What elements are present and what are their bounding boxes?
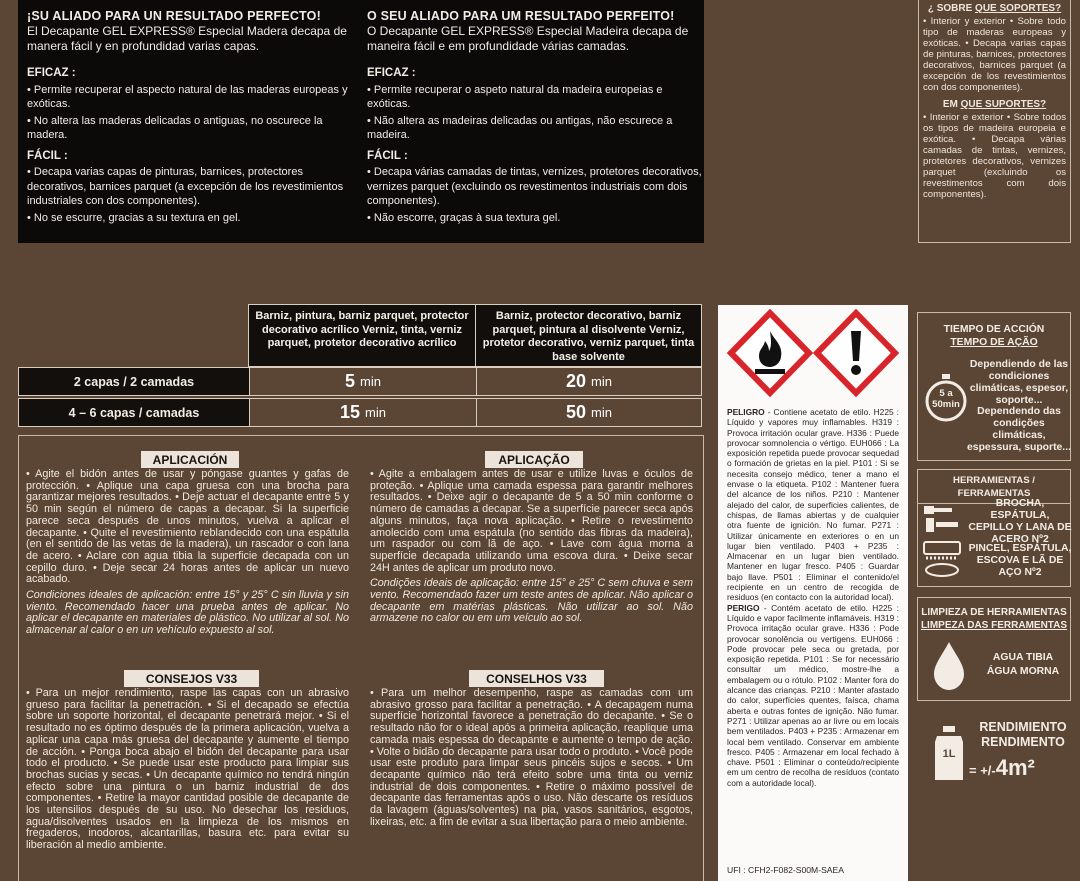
clean-title-es: LIMPIEZA DE HERRAMIENTAS (921, 607, 1067, 618)
time-value: 20 min (476, 368, 701, 395)
hazard-panel (718, 305, 908, 881)
time-value: 15 min (249, 399, 476, 426)
time-of-action-box (917, 312, 1071, 461)
time-title-pt: TEMPO DE AÇÃO (950, 337, 1038, 348)
aplicacion-title-pt: APLICAÇÃO (485, 451, 583, 468)
consejos-text-pt: • Para um melhor desempenho, raspe as camadas com um abrasivo grosso para facilitar a penetração. • A decapagem numa superfície horizontal favorece a penetração do decapante. • Se o resultado não for o ideal após a primeira aplicação, reaplique uma camada mais espessa do decapante e aumente o tempo de ação. • Volte o bidão do decapante para usar todo o produto. • Você pode usar este produto para limpar seus pincéis sujos e secos. • Um decapante químico não terá efeito sobre uma tinta ou verniz industrial de dois componentes. • Retire o máximo possível de decapante das ferramentas após o uso. Não descarte os resíduos da lavagem (águas/solventes) na pia, vasos sanitários, esgotos, lixeiras, etc. a fim de evitar a sua libertação para o meio ambiente. (370, 687, 693, 828)
lead-pt: O Decapante GEL EXPRESS® Especial Madeira decapa de maneira fácil e em profundidade várias camadas. (367, 24, 689, 53)
time-text-es: Dependiendo de las condiciones climáticas, espesor, soporte... (969, 359, 1069, 406)
intro-pt (367, 8, 705, 225)
tools-box (917, 469, 1071, 587)
eficaz-2-pt: • Não altera as madeiras delicadas ou antigas, não escurece a madeira. (367, 114, 673, 141)
aplicacion-text-pt: • Agite a embalagem antes de usar e utilize luvas e óculos de proteção. • Aplique uma camada espessa para garantir melhores resultados. • Deixe agir o decapante de 5 a 50 min conforme o número de camadas a decapar. Se a superfície parecer seca após alguns minutos, faça nova aplicação. • Retire o revestimento amolecido com uma espátula (no sentido das fibras da madeira), um raspador ou com lã de aço. • Lave com água morna a superfície decapada utilizando uma escova dura. • Deixe secar 24H antes de aplicar um produto novo. (370, 468, 693, 574)
flammable-icon (731, 313, 809, 393)
water-drop-icon (930, 640, 968, 692)
time-text-pt: Dependendo das condições climáticas, espessura, suporte... (967, 406, 1071, 453)
aplicacion-conditions-pt: Condições ideais de aplicação: entre 15° e 25° C sem chuva e sem vento. Recomendado fazer um teste antes de aplicar. Não aplicar o decapante em matérias plásticas. Não utilizar ao sol. Não armazene no calor ou em um veículo ao sol. (370, 577, 693, 625)
instructions-box (18, 435, 704, 881)
yield-box (917, 710, 1071, 805)
facil-1-es: • Decapa varias capas de pinturas, barnices, protectores decorativos, barnices parquet (a excepción de los revestimientos industriales con dos componentes). (27, 166, 344, 207)
consejos-title-pt: CONSELHOS V33 (469, 670, 604, 687)
supports-title-es: ¿ SOBRE QUE SOPORTES? (927, 3, 1062, 14)
aplicacion-pt (370, 469, 693, 625)
table-header-col2: Barniz, protector decorativo, barniz parquet, pintura al disolvente Verniz, protetor decorativo, verniz parquet, tinta base solvente (475, 304, 702, 367)
cleaning-box (917, 597, 1071, 701)
time-title-es: TIEMPO DE ACCIÓN (943, 324, 1045, 335)
aplicacion-conditions-es: Condiciones ideales de aplicación: entre 15° y 25° C sin lluvia y sin viento. Recomendado hacer una prueba antes de aplicar. No aplicar el decapante en materiales de plástico. No utilizar al sol. No almacenar al calor o en un vehículo expuesto al sol. (26, 589, 349, 637)
eficaz-1-pt: • Permite recuperar o aspeto natural da madeira europeias e exóticas. (367, 83, 663, 110)
table-row (18, 367, 702, 396)
yield-value: = +/-4m² (969, 755, 1035, 780)
time-value: 5 min (249, 368, 476, 395)
eficaz-title-es: EFICAZ : (27, 67, 76, 79)
supports-box (918, 0, 1071, 243)
consejos-text-es: • Para un mejor rendimiento, raspe las capas con un abrasivo grueso para facilitar la penetración. • Si el decapado se efectúa sobre un soporte horizontal, el decapante penetrará mejor. • Si el resultado no es óptimo después de la primera aplicación, vuelva a aplicar una capa más gruesa del decapante y aumente el tiempo de acción. • Ponga boca abajo el bidón del decapante para usar todo el producto. • Se puede usar este producto para limpiar sus brochas sucias y secas. • Un decapante químico no tendrá ningún efecto sobre una pintura o un barniz industrial de dos componentes. • Retire la mayor cantidad posible de decapante de los utensilios después de su uso. No desechar los residuos, agua/disolventes usados en la limpieza de los mismos en fregaderos, inodoros, alcantarillas, basura etc. para evitar su liberación al medio ambiente. (26, 687, 349, 852)
aplicacion-title-es: APLICACIÓN (141, 451, 239, 468)
facil-1-pt: • Decapa várias camadas de tintas, vernizes, protetores decorativos, vernizes parquet (excluindo os revestimentos industriais com dois componentes). (367, 166, 702, 207)
tools-text-es: BROCHA, ESPÁTULA, CEPILLO Y LANA DE ACERO Nº2 (968, 498, 1072, 545)
intro-es (27, 8, 365, 225)
eficaz-2-es: • No altera las maderas delicadas o antiguas, no oscurece la madera. (27, 114, 323, 141)
clock-label: 5 a 50min (932, 388, 960, 410)
hazard-pictograms (727, 309, 899, 401)
facil-title-pt: FÁCIL : (367, 149, 408, 162)
time-value: 50 min (476, 399, 701, 426)
table-header-col1: Barniz, pintura, barniz parquet, protector decorativo acrílico Verniz, tinta, verniz parquet, protetor decorativo acrílico (248, 304, 476, 367)
tools-text-pt: PINCEL, ESPÁTULA, ESCOVA E LÃ DE AÇO Nº2 (968, 543, 1072, 578)
headline-es: ¡SU ALIADO PARA UN RESULTADO PERFECTO! (27, 9, 321, 23)
exclamation-icon (817, 313, 895, 393)
facil-title-es: FÁCIL : (27, 149, 68, 162)
facil-2-pt: • Não escorre, graças à sua textura gel. (367, 211, 561, 224)
clean-text-pt: ÁGUA MORNA (986, 666, 1060, 677)
intro-panel (18, 0, 704, 243)
yield-title-pt: RENDIMENTO (981, 735, 1065, 749)
supports-text-pt: • Interior e exterior • Sobre todos os tipos de madeira europeia e exótica. • Decapa várias camadas de tintas, vernizes, protetores decorativos, vernizes parquet (excluindo os revestimentos com dois componentes). (923, 112, 1066, 200)
eficaz-title-pt: EFICAZ : (367, 67, 416, 79)
clean-title-pt: LIMPEZA DAS FERRAMENTAS (920, 620, 1068, 631)
eficaz-1-es: • Permite recuperar el aspecto natural de las maderas europeas y exóticas. (27, 83, 348, 110)
supports-text-es: • Interior y exterior • Sobre todo tipo de maderas europeas y exóticas. • Decapa varias capas de pinturas, barnices, protectores decorativos, barnices parquet (a excepción de los revestimientos con dos componentes). (923, 16, 1066, 93)
tools-icon (922, 498, 968, 578)
can-label: 1L (942, 748, 956, 760)
yield-title-es: RENDIMIENTO (979, 720, 1067, 734)
facil-2-es: • No se escurre, gracias a su textura en gel. (27, 211, 241, 224)
hazard-text-pt: PERIGO - Contém acetato de etilo. H225 : Líquido e vapor facilmente inflamáveis. H319 : Provoca irritação ocular grave. H336 : Pode provocar sonolência ou vertigens. EUH066 : Pode provocar pele seca ou gretada, por exposição repetida. P101 : Se for necessário consultar um médico, mostre-lhe a embalagem ou o rótulo. P102 : Manter fora do alcance das crianças. P210 : Manter afastado do calor, superfícies quentes, faísca, chama aberta e outras fontes de ignição. Não fumar. P271 : Utilizar apenas ao ar livre ou em locais bem ventilados. P403 + P235 : Armazenar em local bem ventilado. Conservar em ambiente fresco. P405 : Armazenar em local fechado à chave. P501 : Eliminar o conteúdo/recipiente em um centro de recolha de resíduos (contato com a autoridade local). (727, 602, 899, 788)
clean-text-es: AGUA TIBIA (992, 652, 1054, 663)
row-label: 2 capas / 2 camadas (19, 368, 249, 395)
tools-title: HERRAMIENTAS / FERRAMENTAS (953, 475, 1035, 499)
ufi-code: UFI : CFH2-F082-S00M-SAEA (727, 864, 844, 875)
table-row (18, 398, 702, 427)
aplicacion-es (26, 469, 349, 637)
row-label: 4 – 6 capas / camadas (19, 399, 249, 426)
headline-pt: O SEU ALIADO PARA UM RESULTADO PERFEITO! (367, 9, 675, 23)
aplicacion-text-es: • Agite el bidón antes de usar y póngase guantes y gafas de protección. • Aplique una capa gruesa con una brocha para garantizar mejores resultados. • Deje actuar el decapante entre 5 y 50 min según el número de capas a decapar. Si la superficie parece seca después de unos minutos, vuelva a aplicar el decapante. • Quite el revestimiento reblandecido con una espátula (en el sentido de las vetas de la madera), un rascador o con lana de acero. • Aclare con agua tibia la superficie decapada con un cepillo duro. • Deje secar 24 horas antes de aplicar un nuevo acabado. (26, 468, 349, 586)
hazard-text-es: PELIGRO - Contiene acetato de etilo. H225 : Líquido y vapores muy inflamables. H319 : Provoca irritación ocular grave. H336 : Puede provocar somnolencia o vértigo. EUH066 : La exposición repetida puede provocar sequedad o formación de grietas en la piel. P101 : Si se necesita consejo médico, tener a mano el envase o la etiqueta. P102 : Mantener fuera del alcance de los niños. P210 : Mantener alejado del calor, de superficies calientes, de chispas, de llamas abiertas y de cualquier otra fuente de ignición. No fumar. P271 : Utilizar únicamente en exteriores o en un lugar bien ventilado. P403 + P235 : Almacenar en un lugar bien ventilado. Mantener en lugar fresco. P405 : Guardar bajo llave. P501 : Eliminar el contenido/el recipiente en un centro de recogida de residuos (en contacto con la autoridad local). (727, 407, 899, 603)
lead-es: El Decapante GEL EXPRESS® Especial Madera decapa de manera fácil y en profundidad varias capas. (27, 24, 347, 53)
consejos-title-es: CONSEJOS V33 (124, 670, 259, 687)
supports-title-pt: EM QUE SUPORTES? (942, 99, 1047, 110)
